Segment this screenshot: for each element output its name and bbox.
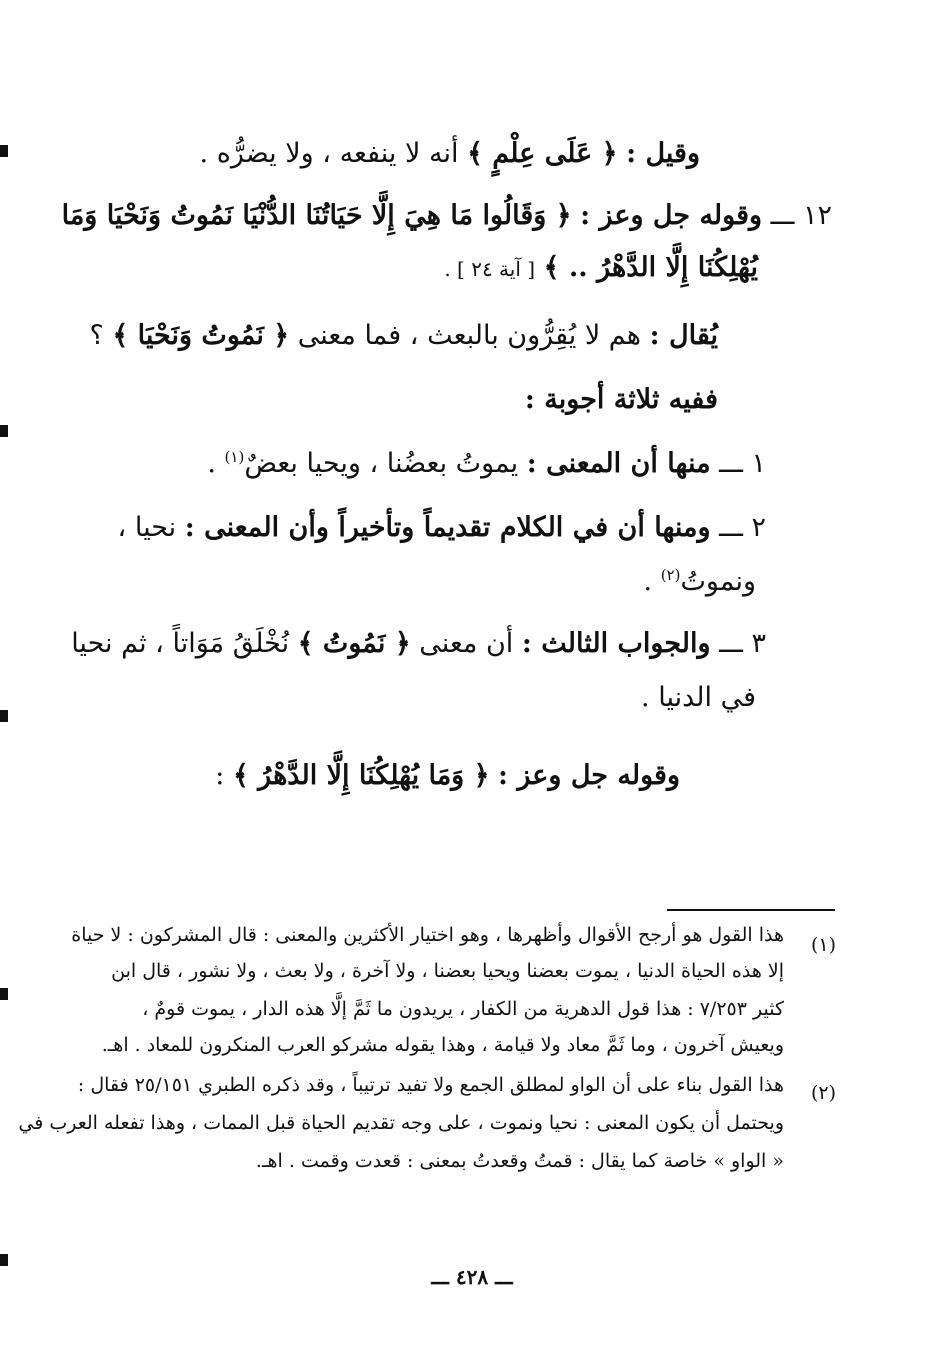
answer-2-line-1 — [90, 508, 766, 548]
text-line-1 — [100, 134, 700, 174]
verse-reference: [ آية ٢٤ ] . — [444, 257, 536, 281]
quran-verse: ﴿ وَمَا يُهْلِكُنَا إِلَّا الدَّهْرُ ﴾ — [232, 760, 490, 791]
quran-verse: ﴿ عَلَى عِلْمٍ ﴾ — [467, 138, 618, 169]
answer-3-text-1: أن معنى — [419, 628, 514, 659]
scan-edge-mark — [0, 425, 8, 437]
scan-edge-mark — [0, 988, 8, 1000]
footnote-1-line-1: هذا القول هو أرجح الأقوال وأظهرها ، وهو اختيار الأكثرين والمعنى : قال المشركون : لا حياة — [71, 924, 784, 946]
quran-verse: يُهْلِكُنَا إِلَّا الدَّهْرُ .. ﴾ — [543, 252, 758, 283]
item-12-line-2 — [300, 248, 758, 289]
answer-3-line-2: في الدنيا . — [641, 682, 756, 713]
answer-3-line-1 — [71, 624, 766, 664]
answer-2-line-2 — [560, 562, 756, 602]
footnote-2-line-3: « الواو » خاصة كما يقال : قمتُ وقعدتُ بمعنى : قعدت وقمت . اهـ. — [255, 1150, 784, 1172]
question-line — [89, 316, 718, 356]
scan-edge-mark — [0, 710, 8, 722]
line1-lead: وقيل : — [626, 138, 700, 169]
footnote-1-number: (١) — [810, 934, 836, 956]
item-12-line-1 — [61, 196, 832, 236]
footnote-1-line-4: ويعيش آخرون ، وما ثَمَّ معاد ولا قيامة ، وهذا يقوله مشركو العرب المنكرون للمعاد . اهـ. — [101, 1034, 784, 1056]
closing-end: : — [215, 760, 225, 791]
scan-edge-mark — [0, 145, 8, 157]
closing-lead: وقوله جل وعز : — [498, 760, 680, 791]
answer-2-lead: ومنها أن في الكلام تقديماً وتأخيراً وأن المعنى : — [184, 512, 711, 543]
page-number: ـــ ٤٢٨ ـــ — [431, 1265, 513, 1289]
answer-3-text-2: نُخْلَقُ مَوَاتاً ، ثم نحيا — [71, 628, 290, 659]
item-number: ١٢ ـــ — [770, 200, 832, 231]
answer-2-number: ٢ ـــ — [719, 512, 766, 543]
answer-1-number: ١ ـــ — [719, 448, 766, 479]
footnote-1-line-3: كثير ٧/٢٥٣ : هذا قول الدهرية من الكفار ، يريدون ما ثَمَّ إلَّا هذه الدار ، يموت قومٌ ، — [142, 998, 784, 1020]
item12-lead: وقوله جل وعز : — [580, 200, 763, 231]
answer-1 — [207, 444, 766, 484]
answer-2-text-2: ونموتُ — [680, 566, 756, 597]
quran-verse: ﴿ نَمُوتُ ﴾ — [297, 628, 411, 659]
footnote-ref-1[interactable]: (١) — [224, 448, 245, 466]
question-lead: يُقال : — [649, 320, 718, 351]
footnote-ref-2[interactable]: (٢) — [660, 566, 681, 584]
quran-verse: ﴿ نَمُوتُ وَنَحْيَا ﴾ — [112, 320, 290, 351]
answer-3-lead: والجواب الثالث : — [521, 628, 711, 659]
footnote-2-line-2: ويحتمل أن يكون المعنى : نحيا ونموت ، على وجه تقديم الحياة قبل الممات ، وهذا تفعله العرب في — [18, 1112, 784, 1134]
question-mark: ؟ — [89, 320, 104, 351]
scan-edge-mark — [0, 1254, 8, 1266]
line1-rest: أنه لا ينفعه ، ولا يضرُّه . — [199, 138, 459, 169]
answer-1-lead: منها أن المعنى : — [526, 448, 711, 479]
answer-2-end: . — [643, 566, 653, 597]
answer-1-end: . — [207, 448, 216, 479]
answer-1-text: يموتُ بعضُنا ، ويحيا بعضٌ — [244, 448, 519, 479]
closing-line — [200, 756, 680, 796]
footnote-2-number: (٢) — [810, 1082, 836, 1104]
footnote-separator — [667, 909, 835, 911]
question-text: هم لا يُقِرُّون بالبعث ، فما معنى — [297, 320, 642, 351]
footnote-1-line-2: إلا هذه الحياة الدنيا ، يموت بعضنا ويحيا بعضنا ، ولا آخرة ، ولا بعث ، ولا نشور ، قال ابن — [111, 960, 784, 982]
quran-verse: ﴿ وَقَالُوا مَا هِيَ إِلَّا حَيَاتُنَا الدُّنْيَا نَمُوتُ وَنَحْيَا وَمَا — [61, 200, 572, 231]
answers-intro: ففيه ثلاثة أجوبة : — [524, 384, 718, 415]
answer-3-number: ٣ ـــ — [719, 628, 766, 659]
answer-2-text: نحيا ، — [117, 512, 177, 543]
footnote-2-line-1: هذا القول بناء على أن الواو لمطلق الجمع ولا تفيد ترتيباً ، وقد ذكره الطبري ٢٥/١٥١ فقال : — [77, 1074, 784, 1096]
